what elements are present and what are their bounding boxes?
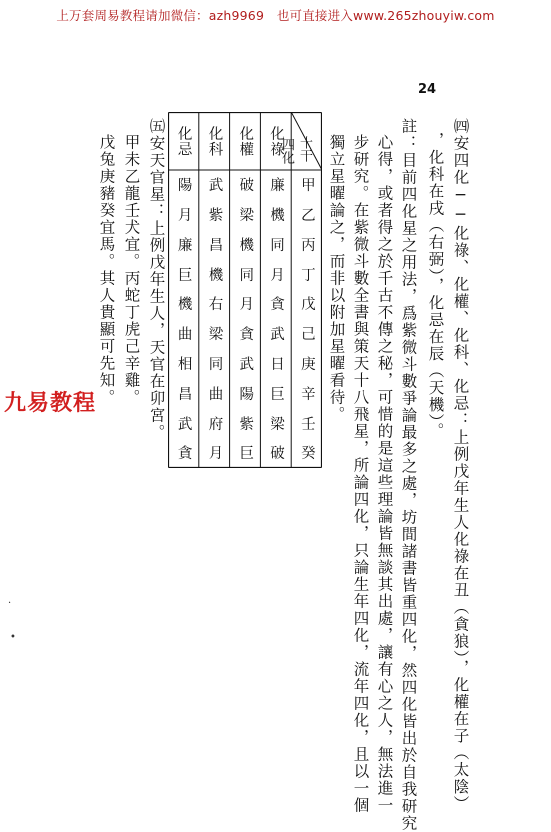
table-cell: 日 bbox=[268, 355, 285, 372]
left-text-column-3: 戊兔庚豬癸宜馬。其人貴顯可先知。 bbox=[97, 134, 116, 406]
table-cell: 月 bbox=[268, 266, 285, 283]
table-cell: 同 bbox=[206, 355, 223, 372]
table-cell: 破 bbox=[237, 177, 254, 193]
table-stem-cell: 庚 bbox=[298, 355, 315, 372]
table-cell: 月 bbox=[206, 445, 223, 461]
table-cell: 貪 bbox=[175, 445, 192, 461]
margin-mark: · bbox=[8, 598, 12, 609]
table-cell: 陽 bbox=[175, 177, 192, 193]
table-cell: 紫 bbox=[237, 415, 254, 432]
text-column-1: ㈣安四化──化祿、化權、化科、化忌：上例戊年生人化祿在丑（貪狼），化權在子（太陰） bbox=[451, 118, 470, 813]
table-cell: 巨 bbox=[175, 266, 192, 283]
table-cell: 相 bbox=[175, 355, 192, 372]
left-text-column-2: 甲未乙龍壬犬宜。丙蛇丁虎己辛雞。 bbox=[122, 134, 141, 406]
header-banner: 上万套周易教程请加微信：azh9969 也可直接进入www.265zhouyiw.com bbox=[56, 8, 495, 23]
margin-mark: • bbox=[10, 632, 16, 643]
table-cell: 紫 bbox=[206, 206, 223, 223]
text-column-4: 心得，或者得之於千古不傳之秘，可惜的是這些理論皆無談其出處，讓有心之人，無法進一 bbox=[375, 134, 394, 814]
table-cell: 昌 bbox=[175, 385, 192, 402]
table-stem-cell: 壬 bbox=[298, 415, 315, 432]
table-cell: 貪 bbox=[237, 326, 254, 342]
table-cell: 右 bbox=[206, 296, 223, 312]
table-cell: 府 bbox=[206, 415, 223, 432]
table-cell: 陽 bbox=[237, 385, 254, 402]
text-column-6: 獨立星曜論之，而非以附加星曜看待。 bbox=[327, 134, 346, 423]
table-stem-cell: 辛 bbox=[298, 385, 315, 402]
table-cell: 梁 bbox=[237, 206, 254, 223]
table-row-label: 化權 bbox=[237, 125, 254, 157]
table-cell: 武 bbox=[268, 326, 285, 342]
table-stem-cell: 乙 bbox=[298, 206, 315, 223]
table-stem-cell: 丙 bbox=[298, 236, 315, 253]
table-row-label: 化忌 bbox=[175, 125, 192, 157]
table-cell: 月 bbox=[175, 206, 192, 223]
table-cell: 廉 bbox=[268, 177, 285, 193]
table-cell: 巨 bbox=[237, 445, 254, 461]
table-cell: 武 bbox=[237, 355, 254, 372]
table-cell: 廉 bbox=[175, 236, 192, 253]
table-cell: 曲 bbox=[206, 385, 223, 402]
table-stem-cell: 己 bbox=[298, 326, 315, 342]
text-column-5: 步研究。在紫微斗數全書與策天十八飛星，所論四化，只論生年四化，流年四化，且以一個 bbox=[351, 134, 370, 814]
table-cell: 同 bbox=[237, 266, 254, 283]
table-row-label: 化科 bbox=[206, 125, 223, 157]
table-cell: 曲 bbox=[175, 326, 192, 342]
four-transformations-table bbox=[168, 112, 322, 468]
text-column-2: ，化科在戌（右弼），化忌在辰（天機）。 bbox=[426, 132, 445, 440]
table-stem-cell: 戊 bbox=[298, 296, 315, 312]
table-cell: 破 bbox=[268, 445, 285, 461]
table-cell: 同 bbox=[268, 236, 285, 253]
table-corner-stems: 十干 bbox=[297, 136, 312, 162]
table-row-label: 化祿 bbox=[268, 125, 285, 157]
table-cell: 機 bbox=[206, 266, 223, 283]
table-cell: 機 bbox=[268, 206, 285, 223]
table-cell: 貪 bbox=[268, 296, 285, 312]
table-cell: 武 bbox=[175, 415, 192, 432]
table-cell: 武 bbox=[206, 177, 223, 193]
page-number: 24 bbox=[418, 82, 437, 97]
text-column-3: 註：目前四化星之用法，爲紫微斗數爭論最多之處，坊間諸書皆重四化，然四化皆出於自我研究 bbox=[399, 118, 418, 832]
table-corner-transformations: 四化 bbox=[279, 138, 294, 164]
table-cell: 昌 bbox=[206, 236, 223, 253]
table-cell: 月 bbox=[237, 296, 254, 312]
table-stem-cell: 丁 bbox=[298, 266, 315, 283]
table-cell: 機 bbox=[175, 296, 192, 312]
watermark-logo: 九易教程 bbox=[4, 391, 97, 416]
table-stem-cell: 癸 bbox=[298, 445, 315, 461]
table-cell: 梁 bbox=[268, 415, 285, 432]
table-cell: 巨 bbox=[268, 385, 285, 402]
table-cell: 梁 bbox=[206, 326, 223, 342]
table-stem-cell: 甲 bbox=[298, 177, 315, 193]
left-text-column-1: ㈤安天官星：上例戊年生人，天官在卯宮。 bbox=[147, 118, 166, 441]
table-cell: 機 bbox=[237, 236, 254, 253]
